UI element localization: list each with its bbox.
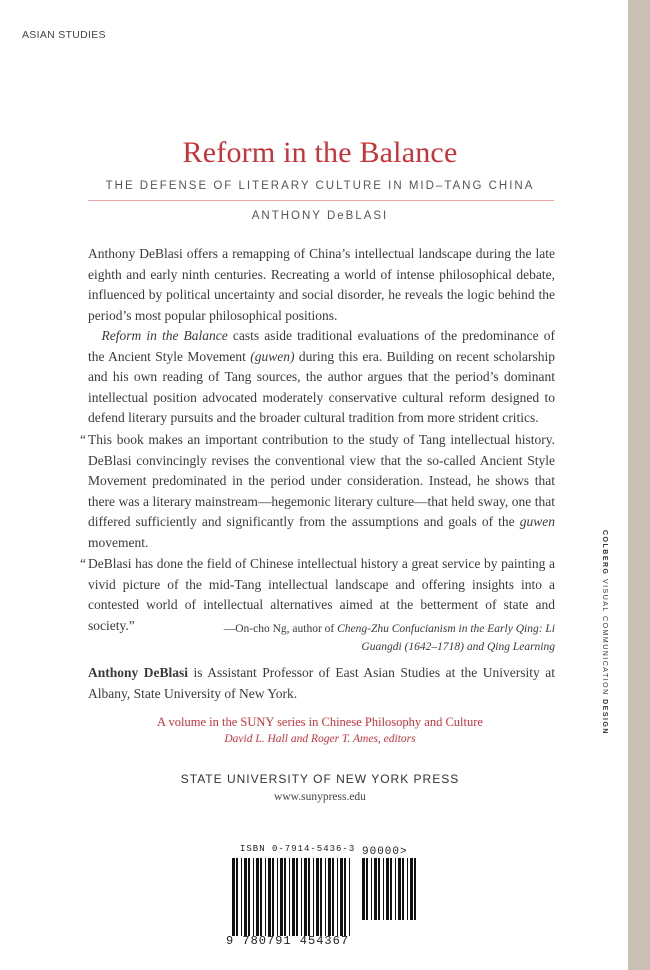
barcode-bar bbox=[248, 858, 250, 936]
barcode-bar bbox=[253, 858, 254, 936]
barcode-number: 9 780791 454367 bbox=[226, 934, 350, 948]
barcode-bar bbox=[296, 858, 298, 936]
barcode-bar bbox=[232, 858, 235, 936]
barcode-bar bbox=[260, 858, 262, 936]
barcode-bar bbox=[398, 858, 401, 920]
price-barcode-graphic bbox=[362, 858, 418, 920]
blurb-quote-1: “ This book makes an important contribution to the study of Tang intellectual history. DeBlasi convincingly revises the conventional view that the so-called Ancient Style Movement predominated in the period under consideration. Instead, he shows that there was a literary mainstream—hegemonic literary culture—that held sway, one that differed sufficiently and significantly from the assumptions and goals of the guwen movement. bbox=[80, 432, 555, 550]
description bbox=[88, 244, 555, 429]
barcode-bar bbox=[320, 858, 322, 936]
book-subtitle: THE DEFENSE OF LITERARY CULTURE IN MID–TANG CHINA bbox=[105, 180, 535, 192]
author-name: ANTHONY DeBLASI bbox=[251, 210, 389, 222]
barcode-bar bbox=[328, 858, 331, 936]
barcode-bar bbox=[374, 858, 377, 920]
barcode-bar bbox=[265, 858, 266, 936]
barcode-graphic bbox=[232, 858, 354, 936]
barcode-bar bbox=[308, 858, 310, 936]
barcode-bar bbox=[244, 858, 247, 936]
description-paragraph-2: Reform in the Balance casts aside traditional evaluations of the predominance of the Ancient Style Movement (guwen) during this era. Building on recent scholarship and his own reading of Tang sources, the author argues that the period’s dominant intellectual position advocated moderately conservative cultural reform designed to defend literary pursuits and the broader cultural tradition from more strident critics. bbox=[88, 328, 555, 425]
book-title: Reform in the Balance bbox=[182, 136, 458, 169]
barcode-bar bbox=[284, 858, 286, 936]
designer-credit: COLBERG VISUAL COMMUNICATION DESIGN bbox=[601, 530, 608, 735]
barcode-bar bbox=[292, 858, 295, 936]
series-note: A volume in the SUNY series in Chinese Philosophy and Culture bbox=[157, 715, 483, 729]
barcode-bar bbox=[407, 858, 408, 920]
series-editors: David L. Hall and Roger T. Ames, editors bbox=[224, 733, 416, 745]
barcode-bar bbox=[301, 858, 302, 936]
barcode-bar bbox=[371, 858, 372, 920]
barcode-bar bbox=[316, 858, 319, 936]
barcode-bar bbox=[344, 858, 346, 936]
barcode-bar bbox=[236, 858, 238, 936]
barcode-bar bbox=[378, 858, 380, 920]
barcode-bar bbox=[313, 858, 314, 936]
publisher-name: STATE UNIVERSITY OF NEW YORK PRESS bbox=[180, 772, 460, 786]
title-rule bbox=[88, 200, 554, 201]
barcode-bar bbox=[304, 858, 307, 936]
barcode-bar bbox=[414, 858, 416, 920]
blurb-attribution: —On-cho Ng, author of Cheng-Zhu Confucianism in the Early Qing: Li Guangdi (1642–1718) and Qing Learning bbox=[223, 623, 555, 653]
description-paragraph-1: Anthony DeBlasi offers a remapping of China’s intellectual landscape during the late eighth and early ninth centuries. Recreating a world of intense philosophical debate, influenced by political uncertainty and social disorder, he reveals the logic behind the period’s most popular philosophical positions. bbox=[88, 246, 555, 323]
barcode-bar bbox=[280, 858, 283, 936]
barcode-bar bbox=[277, 858, 278, 936]
barcode-bar bbox=[256, 858, 259, 936]
barcode-bar bbox=[268, 858, 271, 936]
barcode-bar bbox=[410, 858, 413, 920]
barcode-bar bbox=[325, 858, 326, 936]
barcode-bar bbox=[395, 858, 396, 920]
barcode-bar bbox=[402, 858, 404, 920]
barcode-bar bbox=[383, 858, 384, 920]
barcode-bar bbox=[390, 858, 392, 920]
barcode-bar bbox=[366, 858, 368, 920]
barcode-bar bbox=[332, 858, 334, 936]
barcode-bar bbox=[272, 858, 274, 936]
blurb-quote-2: “ DeBlasi has done the field of Chinese intellectual history a great service by painting a vivid picture of the mid-Tang intellectual landscape and offering insights into a contested world of intellectual alternatives aimed at the betterment of state and society.” bbox=[80, 556, 555, 633]
barcode-bar bbox=[362, 858, 365, 920]
series-tag: ASIAN STUDIES bbox=[22, 29, 106, 41]
barcode-bar bbox=[289, 858, 290, 936]
isbn-label: ISBN 0-7914-5436-3 bbox=[240, 844, 356, 854]
publisher-url: www.sunypress.edu bbox=[274, 791, 366, 803]
barcode-bar bbox=[386, 858, 389, 920]
barcode-bar bbox=[349, 858, 350, 936]
barcode-bar bbox=[241, 858, 242, 936]
barcode-bar bbox=[337, 858, 338, 936]
barcode-bar bbox=[340, 858, 343, 936]
price-code: 90000> bbox=[362, 846, 408, 858]
author-bio: Anthony DeBlasi is Assistant Professor of East Asian Studies at the University at Albany, State University of New York. bbox=[88, 665, 555, 701]
